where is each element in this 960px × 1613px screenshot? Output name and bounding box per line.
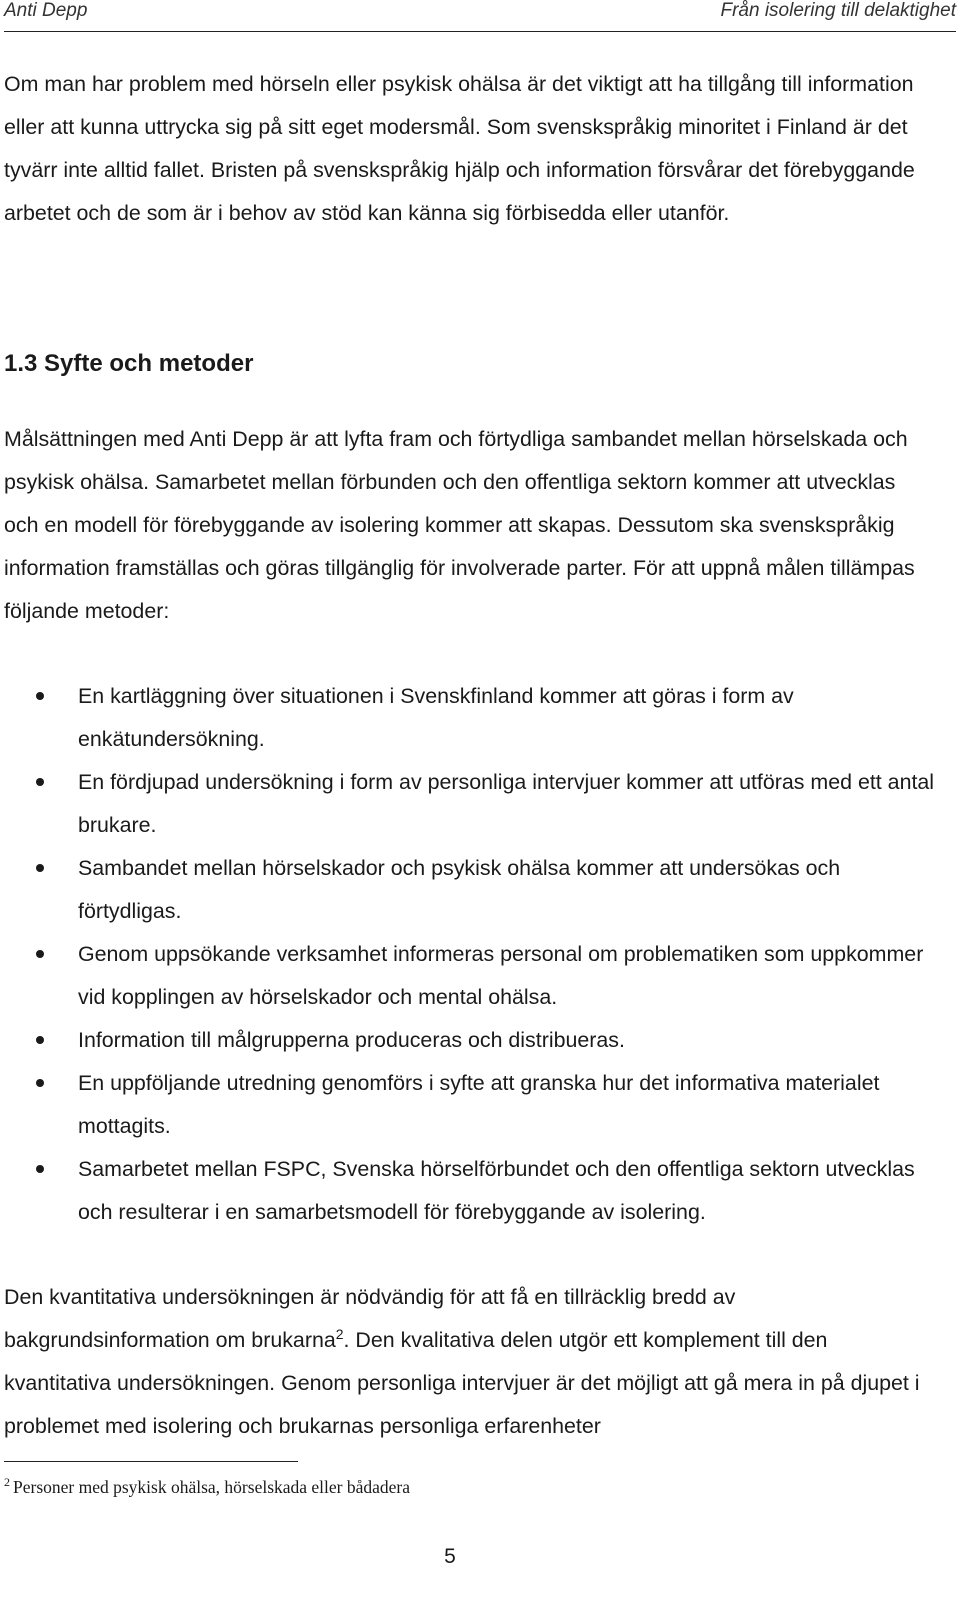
- list-item: [0, 1019, 940, 1062]
- bullet-icon: [36, 1036, 44, 1044]
- list-item-text: Sambandet mellan hörselskador och psykisk ohälsa kommer att undersökas och förtydligas.: [78, 856, 841, 923]
- bullet-icon: [36, 778, 44, 786]
- header-left-title: Anti Depp: [4, 0, 88, 21]
- closing-paragraph: [4, 1276, 934, 1448]
- footnote-text: Personer med psykisk ohälsa, hörselskada eller bådadera: [13, 1477, 411, 1497]
- list-item-text: En fördjupad undersökning i form av personliga intervjuer kommer att utföras med ett antal brukare.: [78, 770, 935, 837]
- section-paragraph: Målsättningen med Anti Depp är att lyfta fram och förtydliga sambandet mellan hörselskada och psykisk ohälsa. Samarbetet mellan förbunden och den offentliga sektorn kommer att utvecklas och en modell för förebyggande av isolering kommer att skapas. Dessutom ska svenskspråkig information framställas och göras tillgänglig för involverade parter. För att uppnå målen tillämpas följande metoder:: [4, 427, 915, 623]
- list-item-text: Genom uppsökande verksamhet informeras personal om problematiken som uppkommer vid kopplingen av hörselskador och mental ohälsa.: [78, 942, 924, 1009]
- bullet-icon: [36, 950, 44, 958]
- footnote-divider: [4, 1461, 298, 1462]
- section-heading: 1.3 Syfte och metoder: [4, 350, 254, 377]
- bullet-icon: [36, 864, 44, 872]
- bullet-icon: [36, 692, 44, 700]
- footnote: [4, 1472, 410, 1502]
- footnote-reference[interactable]: 2: [335, 1326, 344, 1342]
- list-item: [0, 1062, 940, 1148]
- list-item: [0, 847, 940, 933]
- header-divider: [4, 31, 956, 32]
- list-item: [0, 1148, 940, 1234]
- list-item: [0, 761, 940, 847]
- list-item: [0, 675, 940, 761]
- running-header: [4, 0, 956, 24]
- closing-paragraph-continuation: . Den kvalitativa delen utgör ett komplement till den kvantitativa undersökningen. Genom personliga intervjuer är det möjligt att gå mera in på djupet i problemet med isolering och brukarnas personliga erfarenheter: [4, 1328, 920, 1438]
- list-item-text: Samarbetet mellan FSPC, Svenska hörselförbundet och den offentliga sektorn utvecklas och resulterar i en samarbetsmodell för förebyggande av isolering.: [78, 1157, 915, 1224]
- list-item-text: En uppföljande utredning genomförs i syfte att granska hur det informativa materialet mottagits.: [78, 1071, 880, 1138]
- list-item-text: En kartläggning över situationen i Svenskfinland kommer att göras i form av enkätundersökning.: [78, 684, 794, 751]
- list-item: [0, 933, 940, 1019]
- methods-list: [0, 675, 940, 1234]
- bullet-icon: [36, 1165, 44, 1173]
- bullet-icon: [36, 1079, 44, 1087]
- list-item-text: Information till målgrupperna produceras och distribueras.: [78, 1028, 625, 1052]
- header-right-title: Från isolering till delaktighet: [720, 0, 956, 21]
- footnote-number: 2: [4, 1475, 10, 1489]
- intro-paragraph: Om man har problem med hörseln eller psykisk ohälsa är det viktigt att ha tillgång till information eller att kunna uttrycka sig på sitt eget modersmål. Som svenskspråkig minoritet i Finland är det tyvärr inte alltid fallet. Bristen på svenskspråkig hjälp och information försvårar det förebyggande arbetet och de som är i behov av stöd kan känna sig förbisedda eller utanför.: [4, 72, 915, 225]
- page-number: 5: [444, 1545, 456, 1568]
- closing-paragraph-text: Den kvantitativa undersökningen är nödvändig för att få en tillräcklig bredd av bakgrundsinformation om brukarna: [4, 1285, 736, 1352]
